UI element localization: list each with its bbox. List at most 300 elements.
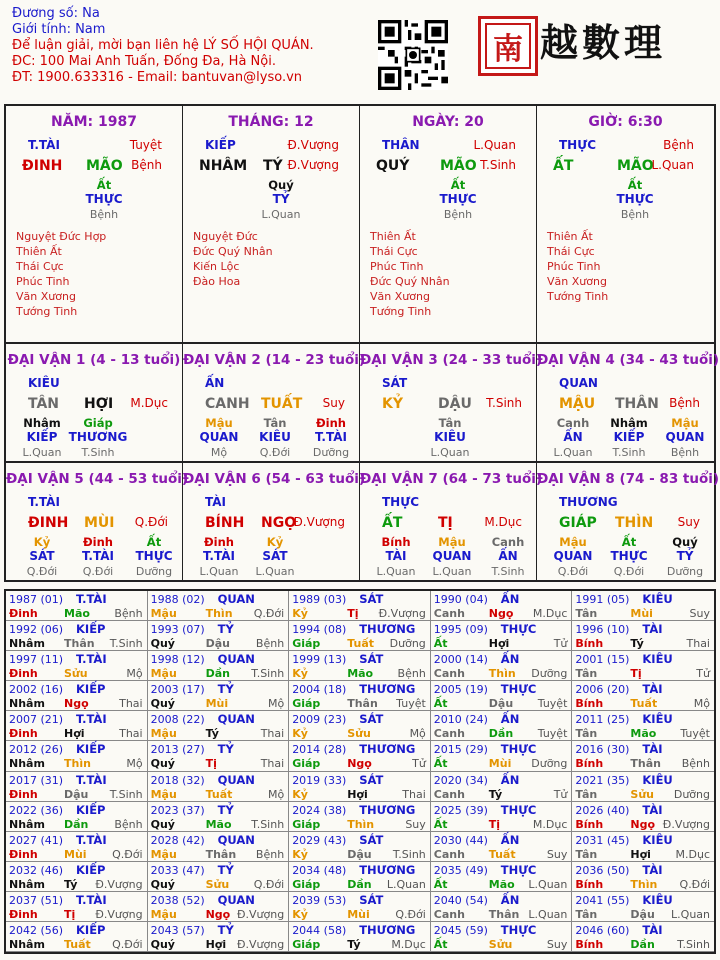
year-stage: Suy xyxy=(405,817,426,831)
year-ten-god: SÁT xyxy=(359,712,384,727)
year-stem: Giáp xyxy=(292,637,321,651)
year-stage: Tử xyxy=(553,787,568,801)
year-cell xyxy=(148,772,290,802)
hidden-stage: Bệnh xyxy=(443,208,473,221)
dai-van-hidden-god: KIÊU xyxy=(259,430,291,444)
year-stem: Kỷ xyxy=(292,667,308,681)
year-branch: Thìn xyxy=(630,877,658,891)
year-stem: Ất xyxy=(433,637,448,651)
year-branch: Ngọ xyxy=(205,907,231,921)
year-stage: Bệnh xyxy=(255,637,285,651)
year-label: 2008 (22) xyxy=(150,713,205,727)
year-label: 2036 (50) xyxy=(575,863,630,877)
dai-van-hidden-god: ẤN xyxy=(563,430,583,444)
year-stage: Mộ xyxy=(126,667,143,681)
dai-van-hidden-stem: Nhâm xyxy=(23,416,61,430)
year-cell xyxy=(6,772,148,802)
year-branch: Thìn xyxy=(64,757,91,771)
year-cell xyxy=(289,651,431,681)
year-branch: Thân xyxy=(630,757,661,771)
year-ten-god: THƯƠNG xyxy=(359,682,416,697)
year-cell xyxy=(6,862,148,892)
year-label: 1998 (12) xyxy=(150,653,205,667)
year-cell xyxy=(289,621,431,651)
dai-van-hidden-god: THỰC xyxy=(135,549,173,563)
year-stem: Mậu xyxy=(150,727,177,741)
year-stem: Ất xyxy=(433,817,448,831)
year-cell xyxy=(431,892,573,922)
year-branch: Dần xyxy=(205,667,230,681)
year-stage: Thai xyxy=(119,697,143,711)
year-ten-god: QUAN xyxy=(217,772,255,787)
year-stage: T.Sinh xyxy=(251,817,285,831)
year-stage: Thai xyxy=(686,637,710,651)
year-cell xyxy=(289,711,431,741)
year-ten-god: THƯƠNG xyxy=(359,802,416,817)
dai-van-hidden-stage: L.Quan xyxy=(553,446,593,459)
year-branch: Tuất xyxy=(488,847,516,861)
special-star: Tướng Tinh xyxy=(16,305,78,318)
year-ten-god: ẤN xyxy=(500,652,520,667)
year-cell xyxy=(572,802,714,832)
year-cell xyxy=(572,832,714,862)
special-star: Thái Cực xyxy=(547,245,595,258)
year-branch: Tuất xyxy=(64,937,91,951)
pillar-title: GIỜ: 6:30 xyxy=(588,114,663,130)
year-ten-god: KIẾP xyxy=(76,622,106,637)
year-stem: Quý xyxy=(150,697,175,711)
dai-van-hidden-god: THỰC xyxy=(610,549,648,563)
dai-van-hidden-stem: Quý xyxy=(672,535,698,549)
year-label: 1992 (06) xyxy=(9,623,64,637)
dai-van-ten-god: QUAN xyxy=(559,376,598,390)
year-label: 2006 (20) xyxy=(575,683,630,697)
year-branch: Mão xyxy=(347,667,374,681)
dai-van-hidden-stage: Q.Đới xyxy=(613,565,645,578)
hidden-stem: Ất xyxy=(96,178,112,192)
dai-van-hidden-stage: L.Quan xyxy=(22,446,62,459)
dai-van-branch: HỢI xyxy=(84,396,114,412)
year-ten-god: THƯƠNG xyxy=(359,742,416,757)
year-stem: Bính xyxy=(575,937,604,951)
year-label: 2044 (58) xyxy=(292,923,347,937)
year-stem: Kỷ xyxy=(292,727,308,741)
special-star: Thái Cực xyxy=(370,245,418,258)
year-cell xyxy=(6,651,148,681)
year-branch: Dậu xyxy=(488,697,514,711)
year-label: 2011 (25) xyxy=(575,713,630,727)
dai-van-stage: Q.Đới xyxy=(134,515,168,529)
year-ten-god: KIÊU xyxy=(642,652,673,667)
special-star: Văn Xương xyxy=(547,275,607,288)
year-branch: Tý xyxy=(488,787,503,801)
year-stage: Q.Đới xyxy=(253,607,285,620)
year-stage: Thai xyxy=(119,727,143,741)
year-stem: Đinh xyxy=(9,667,38,681)
year-ten-god: ẤN xyxy=(500,592,520,606)
year-stage: Suy xyxy=(689,607,710,620)
dai-van-hidden-stage: L.Quan xyxy=(376,565,416,578)
year-cell xyxy=(431,591,573,621)
year-cell xyxy=(289,892,431,922)
hidden-stem: Quý xyxy=(268,178,294,192)
dai-van-cell xyxy=(537,344,720,461)
yearly-grid xyxy=(4,589,716,954)
branch-stage: Đ.Vượng xyxy=(287,158,339,172)
dai-van-branch: DẬU xyxy=(438,396,472,412)
year-stem: Giáp xyxy=(292,937,321,951)
special-star: Phúc Tinh xyxy=(16,275,70,288)
year-label: 2037 (51) xyxy=(9,893,64,907)
year-ten-god: KIẾP xyxy=(76,922,106,937)
year-cell xyxy=(572,711,714,741)
year-stage: Q.Đới xyxy=(112,937,143,951)
year-stem: Ất xyxy=(433,697,448,711)
year-stem: Mậu xyxy=(150,667,177,681)
year-ten-god: SÁT xyxy=(359,592,384,606)
year-cell xyxy=(572,772,714,802)
heavenly-stem: ĐINH xyxy=(22,158,63,174)
year-stage: Suy xyxy=(546,937,568,951)
dai-van-hidden-god: THƯƠNG xyxy=(68,430,128,444)
year-ten-god: THƯƠNG xyxy=(359,862,416,877)
special-star: Đức Quý Nhân xyxy=(370,275,450,288)
year-stage: L.Quan xyxy=(386,877,426,891)
year-ten-god: THỰC xyxy=(500,862,537,877)
ten-god-label: THỰC xyxy=(559,138,597,152)
year-ten-god: T.TÀI xyxy=(76,712,107,727)
year-cell xyxy=(6,922,148,952)
dai-van-stem: ĐINH xyxy=(28,515,69,531)
year-label: 2005 (19) xyxy=(433,683,488,697)
year-label: 2042 (56) xyxy=(9,923,64,937)
year-label: 2039 (53) xyxy=(292,893,347,907)
year-stage: L.Quan xyxy=(528,907,568,921)
year-stem: Canh xyxy=(433,607,465,620)
pillar-1 xyxy=(6,106,183,342)
year-cell xyxy=(148,892,290,922)
pillar-4 xyxy=(537,106,714,342)
year-ten-god: QUAN xyxy=(217,892,255,907)
owner-name: Đương số: Na xyxy=(12,6,100,21)
year-label: 2018 (32) xyxy=(150,773,205,787)
year-cell xyxy=(289,741,431,771)
year-stem: Bính xyxy=(575,637,604,651)
year-branch: Ngọ xyxy=(630,817,656,831)
year-ten-god: TÀI xyxy=(642,922,663,937)
year-stage: Bệnh xyxy=(681,757,710,771)
dai-van-hidden-stem: Ất xyxy=(621,535,637,549)
year-label: 2001 (15) xyxy=(575,653,630,667)
year-label: 2023 (37) xyxy=(150,803,205,817)
year-ten-god: TỶ xyxy=(217,862,234,877)
year-stem: Bính xyxy=(575,877,604,891)
dai-van-cell xyxy=(6,344,183,461)
dai-van-stem: TÂN xyxy=(28,396,60,412)
year-cell xyxy=(572,922,714,952)
dai-van-cell xyxy=(360,463,543,580)
pillar-3 xyxy=(360,106,537,342)
dai-van-cell xyxy=(537,463,720,580)
year-cell xyxy=(148,862,290,892)
year-branch: Sửu xyxy=(64,667,88,681)
dai-van-hidden-stem: Kỷ xyxy=(33,535,51,549)
dai-van-hidden-god: ẤN xyxy=(498,549,518,563)
phone-email[interactable]: ĐT: 1900.633316 - Email: bantuvan@lyso.vn xyxy=(12,70,303,85)
year-stage: L.Quan xyxy=(671,907,710,921)
year-stage: Đ.Vượng xyxy=(378,607,426,620)
year-stem: Nhâm xyxy=(9,697,45,711)
dai-van-hidden-god: SÁT xyxy=(262,549,288,563)
year-ten-god: ẤN xyxy=(500,892,520,907)
year-cell xyxy=(431,711,573,741)
year-ten-god: SÁT xyxy=(359,772,384,787)
hidden-stage: L.Quan xyxy=(261,208,301,221)
four-pillars xyxy=(4,104,716,344)
hidden-stem: Ất xyxy=(450,178,466,192)
dai-van-hidden-god: QUAN xyxy=(665,430,705,444)
year-branch: Dần xyxy=(488,727,514,741)
year-stage: T.Sinh xyxy=(392,847,426,861)
year-branch: Hợi xyxy=(488,637,510,651)
year-stage: T.Sinh xyxy=(109,637,143,651)
year-label: 2007 (21) xyxy=(9,713,64,727)
dai-van-hidden-stage: Mộ xyxy=(210,446,228,459)
branch-stage: Bệnh xyxy=(131,158,162,172)
year-label: 2022 (36) xyxy=(9,803,64,817)
pillar-title: NGÀY: 20 xyxy=(412,114,484,130)
year-label: 2032 (46) xyxy=(9,863,64,877)
year-cell xyxy=(6,892,148,922)
year-stage: Dưỡng xyxy=(531,667,568,681)
dai-van-hidden-stem: Mậu xyxy=(559,535,587,549)
year-label: 2019 (33) xyxy=(292,773,347,787)
year-label: 1991 (05) xyxy=(575,593,630,606)
year-branch: Ngọ xyxy=(64,697,89,711)
year-label: 2010 (24) xyxy=(433,713,488,727)
year-ten-god: THƯƠNG xyxy=(359,622,416,637)
year-stem: Kỷ xyxy=(292,607,308,620)
year-branch: Hợi xyxy=(64,727,85,741)
year-label: 1997 (11) xyxy=(9,653,64,667)
dai-van-stage: T.Sinh xyxy=(486,396,522,410)
year-stage: Mộ xyxy=(126,757,143,771)
special-star: Thiên Ất xyxy=(370,230,416,243)
year-cell xyxy=(148,832,290,862)
year-label: 1999 (13) xyxy=(292,653,347,667)
year-stem: Nhâm xyxy=(9,817,45,831)
year-label: 2025 (39) xyxy=(433,803,488,817)
heavenly-stem: QUÝ xyxy=(376,158,410,174)
dai-van-stem: MẬU xyxy=(559,396,596,412)
year-stem: Kỷ xyxy=(292,847,308,861)
year-ten-god: T.TÀI xyxy=(76,592,107,606)
year-stage: Dưỡng xyxy=(531,757,568,771)
gender: Giới tính: Nam xyxy=(12,22,106,37)
year-label: 2028 (42) xyxy=(150,833,205,847)
year-stem: Giáp xyxy=(292,697,321,711)
year-label: 2003 (17) xyxy=(150,683,205,697)
dai-van-hidden-stem: Đinh xyxy=(316,416,346,430)
year-branch: Mùi xyxy=(347,907,370,921)
year-stage: Bệnh xyxy=(114,817,143,831)
dai-van-ten-god: TÀI xyxy=(205,495,227,509)
dai-van-hidden-stage: Q.Đới xyxy=(557,565,589,578)
hidden-ten-god: THỰC xyxy=(85,192,123,206)
year-cell xyxy=(148,711,290,741)
dai-van-stage: M.Dục xyxy=(484,515,522,529)
contact-invite: Để luận giải, mời bạn liên hệ LÝ SỐ HỘI QUÁN. xyxy=(12,38,314,53)
year-label: 1996 (10) xyxy=(575,623,630,637)
dai-van-cell xyxy=(183,344,366,461)
dai-van-stem: KỶ xyxy=(382,396,403,412)
dai-van-branch: TUẤT xyxy=(261,396,303,412)
year-stem: Nhâm xyxy=(9,937,45,951)
year-branch: Tuất xyxy=(205,787,233,801)
special-star: Tướng Tinh xyxy=(370,305,432,318)
year-stem: Bính xyxy=(575,757,604,771)
dai-van-hidden-stem: Giáp xyxy=(83,416,113,430)
year-stage: Dưỡng xyxy=(673,787,710,801)
special-star: Đào Hoa xyxy=(193,275,241,288)
year-branch: Hợi xyxy=(347,787,368,801)
dai-van-hidden-god: TỶ xyxy=(676,549,694,563)
year-stem: Quý xyxy=(150,637,175,651)
year-branch: Mùi xyxy=(64,847,87,861)
year-cell xyxy=(572,741,714,771)
year-label: 2004 (18) xyxy=(292,683,347,697)
year-label: 2040 (54) xyxy=(433,893,488,907)
earthly-branch: TÝ xyxy=(263,158,283,174)
dai-van-hidden-stem: Mậu xyxy=(205,416,233,430)
year-cell xyxy=(148,802,290,832)
year-stem: Đinh xyxy=(9,787,38,801)
year-branch: Mùi xyxy=(488,757,512,771)
year-ten-god: ẤN xyxy=(500,772,520,787)
year-cell xyxy=(289,591,431,621)
year-branch: Dậu xyxy=(205,637,230,651)
year-label: 2013 (27) xyxy=(150,743,205,757)
year-stem: Đinh xyxy=(9,847,38,861)
year-stem: Canh xyxy=(433,847,465,861)
year-label: 2034 (48) xyxy=(292,863,347,877)
dai-van-hidden-stem: Tân xyxy=(438,416,462,430)
dai-van-hidden-god: SÁT xyxy=(29,549,55,563)
year-cell xyxy=(431,832,573,862)
year-stage: Tuyệt xyxy=(537,697,568,711)
year-label: 2043 (57) xyxy=(150,923,205,937)
year-cell xyxy=(148,621,290,651)
year-ten-god: T.TÀI xyxy=(76,832,107,847)
year-stage: Đ.Vượng xyxy=(662,817,710,831)
year-stem: Bính xyxy=(575,817,604,831)
seal-logo xyxy=(478,16,538,76)
year-cell xyxy=(431,621,573,651)
qr-code-icon[interactable] xyxy=(378,20,448,90)
stem-stage: L.Quan xyxy=(473,138,516,152)
year-label: 1987 (01) xyxy=(9,593,64,606)
year-ten-god: KIÊU xyxy=(642,592,673,606)
year-branch: Sửu xyxy=(488,937,513,951)
year-ten-god: KIÊU xyxy=(642,712,673,727)
year-stem: Mậu xyxy=(150,607,177,620)
dai-van-hidden-stage: Dưỡng xyxy=(135,565,173,578)
dai-van-branch: TỊ xyxy=(438,515,453,531)
year-label: 2035 (49) xyxy=(433,863,488,877)
dai-van-hidden-god: QUAN xyxy=(199,430,239,444)
year-cell xyxy=(6,741,148,771)
year-label: 1993 (07) xyxy=(150,623,205,637)
heavenly-stem: ẤT xyxy=(553,158,574,174)
year-label: 2002 (16) xyxy=(9,683,64,697)
year-ten-god: KIÊU xyxy=(642,892,673,907)
year-stage: Thai xyxy=(402,787,426,801)
special-star: Tướng Tinh xyxy=(547,290,609,303)
year-cell xyxy=(572,651,714,681)
year-branch: Tị xyxy=(64,907,76,921)
year-stage: Q.Đới xyxy=(253,877,285,891)
year-stem: Nhâm xyxy=(9,877,45,891)
year-branch: Thân xyxy=(347,697,378,711)
dai-van-hidden-stem: Kỷ xyxy=(266,535,284,549)
year-label: 2012 (26) xyxy=(9,743,64,757)
year-stem: Đinh xyxy=(9,907,38,921)
year-stem: Mậu xyxy=(150,907,177,921)
year-cell xyxy=(289,772,431,802)
year-branch: Mão xyxy=(488,877,515,891)
year-ten-god: THỰC xyxy=(500,622,537,637)
dai-van-hidden-god: TÀI xyxy=(385,549,407,563)
dai-van-ten-god: THỰC xyxy=(382,495,420,509)
year-ten-god: KIÊU xyxy=(642,772,673,787)
dai-van-hidden-stage: L.Quan xyxy=(432,565,472,578)
year-stem: Mậu xyxy=(150,847,177,861)
dai-van-hidden-stem: Canh xyxy=(556,416,590,430)
ten-god-label: T.TÀI xyxy=(28,138,60,152)
dai-van-ten-god: T.TÀI xyxy=(28,495,60,509)
year-cell xyxy=(572,892,714,922)
year-stage: Bệnh xyxy=(397,667,426,681)
year-stem: Canh xyxy=(433,907,465,921)
dai-van-stage: Suy xyxy=(677,515,700,529)
year-cell xyxy=(431,862,573,892)
year-stage: Dưỡng xyxy=(389,637,426,651)
year-cell xyxy=(431,772,573,802)
year-cell xyxy=(148,922,290,952)
year-ten-god: THỰC xyxy=(500,682,537,697)
dai-van-hidden-stage: Dưỡng xyxy=(666,565,704,578)
special-star: Phúc Tinh xyxy=(370,260,424,273)
year-branch: Tý xyxy=(64,877,78,891)
dai-van-title: ĐẠI VẬN 3 (24 - 33 tuổi) xyxy=(360,352,543,368)
year-branch: Tý xyxy=(347,937,361,951)
dai-van-title: ĐẠI VẬN 7 (64 - 73 tuổi) xyxy=(360,471,543,487)
hidden-stage: Bệnh xyxy=(620,208,650,221)
dai-van-title: ĐẠI VẬN 8 (74 - 83 tuổi) xyxy=(537,471,720,487)
year-stage: Tuyệt xyxy=(396,697,426,711)
year-ten-god: TÀI xyxy=(642,802,663,817)
year-label: 1989 (03) xyxy=(292,593,347,606)
dai-van-hidden-stage: T.Sinh xyxy=(491,565,525,578)
year-branch: Mùi xyxy=(630,607,653,620)
dai-van-branch: THÂN xyxy=(615,396,659,412)
year-cell xyxy=(148,591,290,621)
year-label: 2041 (55) xyxy=(575,893,630,907)
dai-van-hidden-god: KIÊU xyxy=(434,430,466,444)
dai-van-hidden-stage: Q.Đới xyxy=(82,565,114,578)
year-branch: Dậu xyxy=(64,787,89,801)
year-stage: Q.Đới xyxy=(679,877,710,891)
